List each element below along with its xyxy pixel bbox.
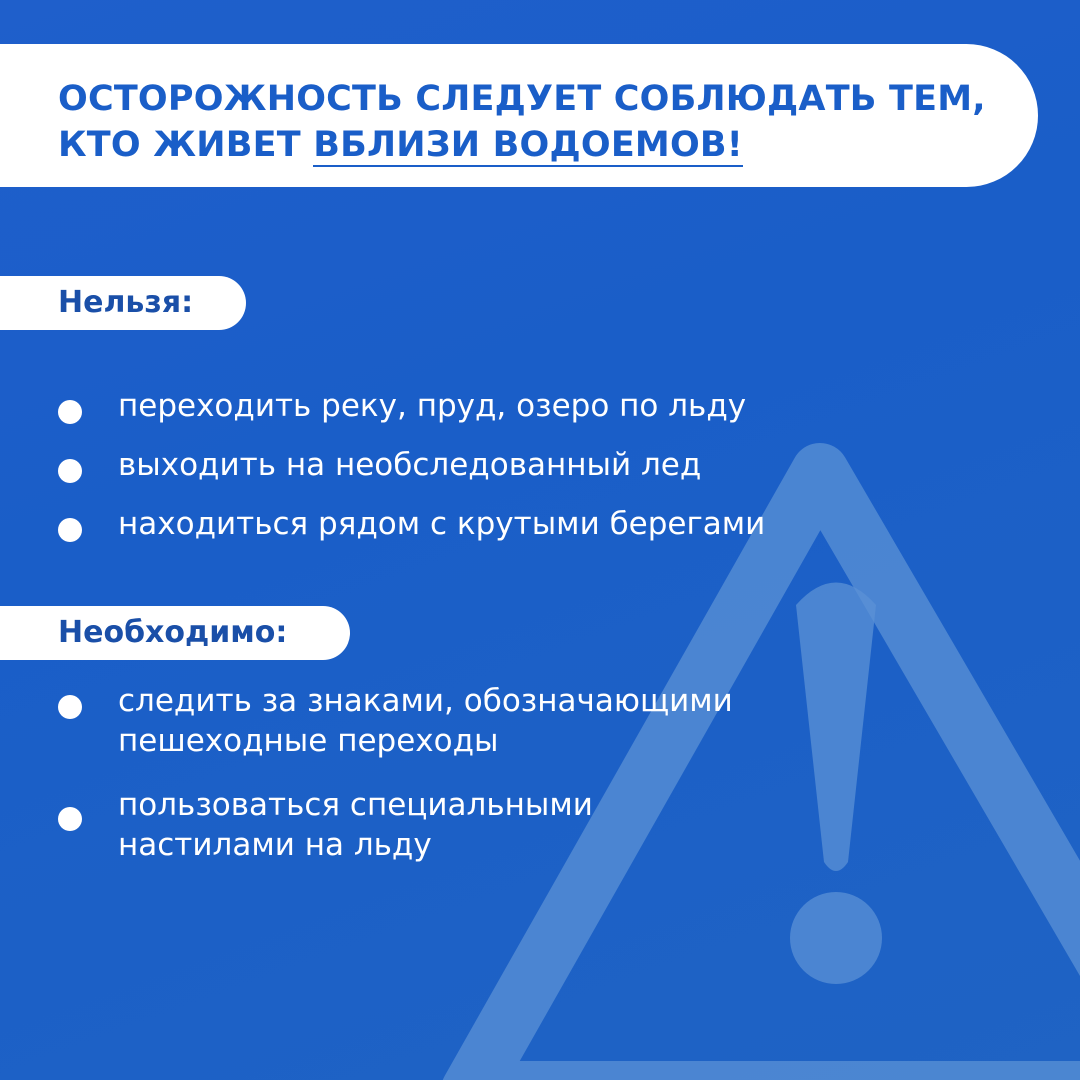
bullet-dot-icon — [58, 518, 82, 542]
required-section-tag — [0, 606, 350, 660]
list-item-line: переходить реку, пруд, озеро по льду — [118, 388, 747, 424]
list-item-line: пользоваться специальными — [118, 787, 593, 823]
list-item-text — [118, 681, 733, 761]
bullet-dot-icon — [58, 400, 82, 424]
bullet-dot-icon — [58, 459, 82, 483]
list-item-text — [118, 386, 746, 426]
list-item-line: выходить на необследованный лед — [118, 447, 702, 483]
list-item-line: настилами на льду — [118, 827, 432, 863]
forbidden-section-label: Нельзя: — [58, 285, 194, 320]
list-item-text — [118, 785, 593, 865]
title-line-2-prefix: КТО ЖИВЕТ — [58, 125, 314, 165]
list-item-text — [118, 445, 701, 485]
bullet-dot-icon — [58, 695, 82, 719]
list-item-line: пешеходные переходы — [118, 723, 499, 759]
list-item-line: находиться рядом с крутыми берегами — [118, 506, 766, 542]
required-section-label: Необходимо: — [58, 615, 288, 650]
list-item-line: следить за знаками, обозначающими — [118, 683, 733, 719]
forbidden-section-tag — [0, 276, 246, 330]
list-item-text — [118, 504, 765, 544]
page-title — [58, 76, 986, 168]
bullet-dot-icon — [58, 807, 82, 831]
title-highlight: ВБЛИЗИ ВОДОЕМОВ! — [313, 125, 743, 165]
title-line-1: ОСТОРОЖНОСТЬ СЛЕДУЕТ СОБЛЮДАТЬ ТЕМ, — [58, 79, 986, 119]
title-line-2 — [58, 122, 986, 168]
